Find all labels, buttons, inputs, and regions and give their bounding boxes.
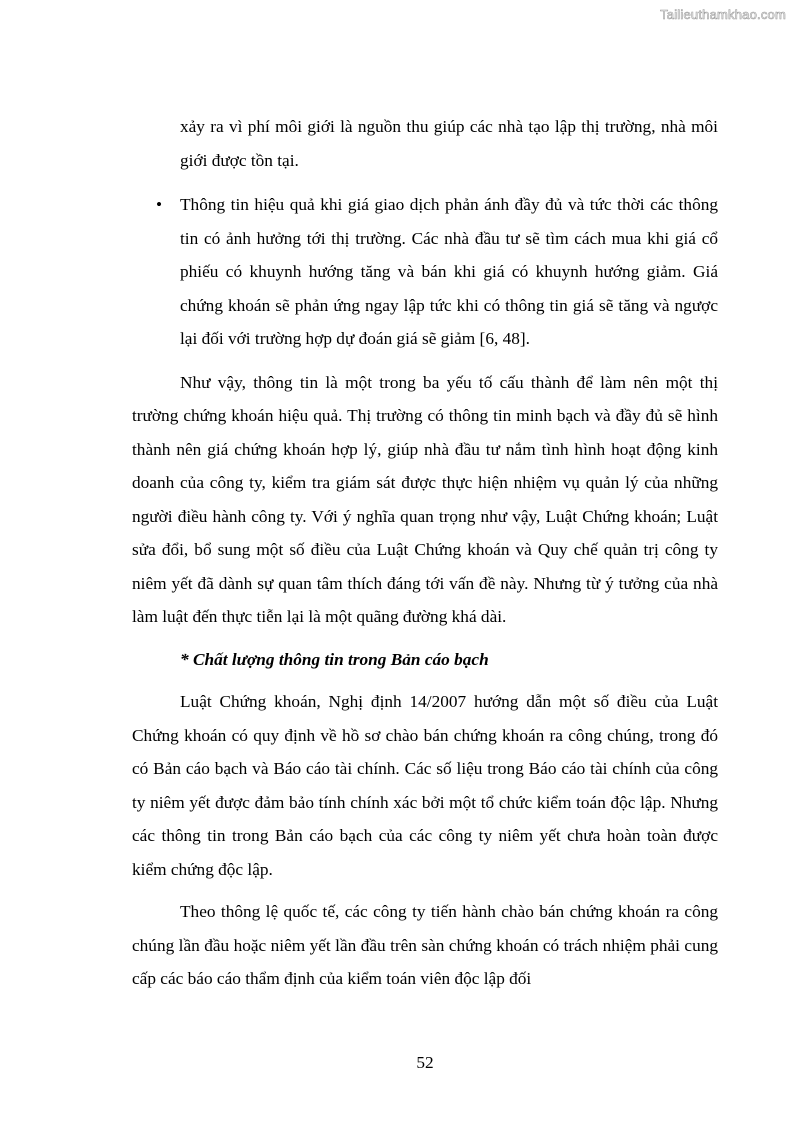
watermark-text: Tailieuthamkhao.com — [660, 7, 786, 22]
paragraph-international-practice: Theo thông lệ quốc tế, các công ty tiến hành chào bán chứng khoán ra công chúng lần đầu hoặc niêm yết lần đầu trên sàn chứng khoán có trách nhiệm phải cung cấp các báo cáo thẩm định của kiểm toán viên độc lập đối — [132, 902, 718, 988]
section-heading: * Chất lượng thông tin trong Bản cáo bạch — [180, 649, 489, 669]
paragraph-continuation: xảy ra vì phí môi giới là nguồn thu giúp các nhà tạo lập thị trường, nhà môi giới được tồn tại. — [180, 117, 718, 170]
paragraph-information-role: Như vậy, thông tin là một trong ba yếu tố cấu thành để làm nên một thị trường chứng khoán hiệu quả. Thị trường có thông tin minh bạch và đầy đủ sẽ hình thành nên giá chứng khoán hợp lý, giúp nhà đầu tư nắm tình hình hoạt động kinh doanh của công ty, kiểm tra giám sát được thực hiện nhiệm vụ quản lý của những người điều hành công ty. Với ý nghĩa quan trọng như vậy, Luật Chứng khoán; Luật sửa đổi, bổ sung một số điều của Luật Chứng khoán và Quy chế quản trị công ty niêm yết đã dành sự quan tâm thích đáng tới vấn đề này. Nhưng từ ý tưởng của nhà làm luật đến thực tiễn lại là một quãng đường khá dài. — [132, 372, 718, 626]
bullet-item — [132, 188, 718, 356]
bullet-text: Thông tin hiệu quả khi giá giao dịch phản ánh đầy đủ và tức thời các thông tin có ảnh hưởng tới thị trường. Các nhà đầu tư sẽ tìm cách mua khi giá cổ phiếu có khuynh hướng tăng và bán khi giá có khuynh hướng giảm. Giá chứng khoán sẽ phản ứng ngay lập tức khi có thông tin giá sẽ tăng và ngược lại đối với trường hợp dự đoán giá sẽ giảm [6, 48]. — [180, 195, 718, 348]
paragraph-prospectus-law: Luật Chứng khoán, Nghị định 14/2007 hướng dẫn một số điều của Luật Chứng khoán có quy định về hồ sơ chào bán chứng khoán ra công chúng, trong đó có Bản cáo bạch và Báo cáo tài chính. Các số liệu trong Báo cáo tài chính của công ty niêm yết được đảm bảo tính chính xác bởi một tổ chức kiểm toán độc lập. Nhưng các thông tin trong Bản cáo bạch của các công ty niêm yết chưa hoàn toàn được kiểm chứng độc lập. — [132, 692, 718, 879]
bullet-icon: • — [156, 195, 163, 214]
document-body — [132, 110, 718, 996]
page-number: 52 — [416, 1053, 434, 1072]
